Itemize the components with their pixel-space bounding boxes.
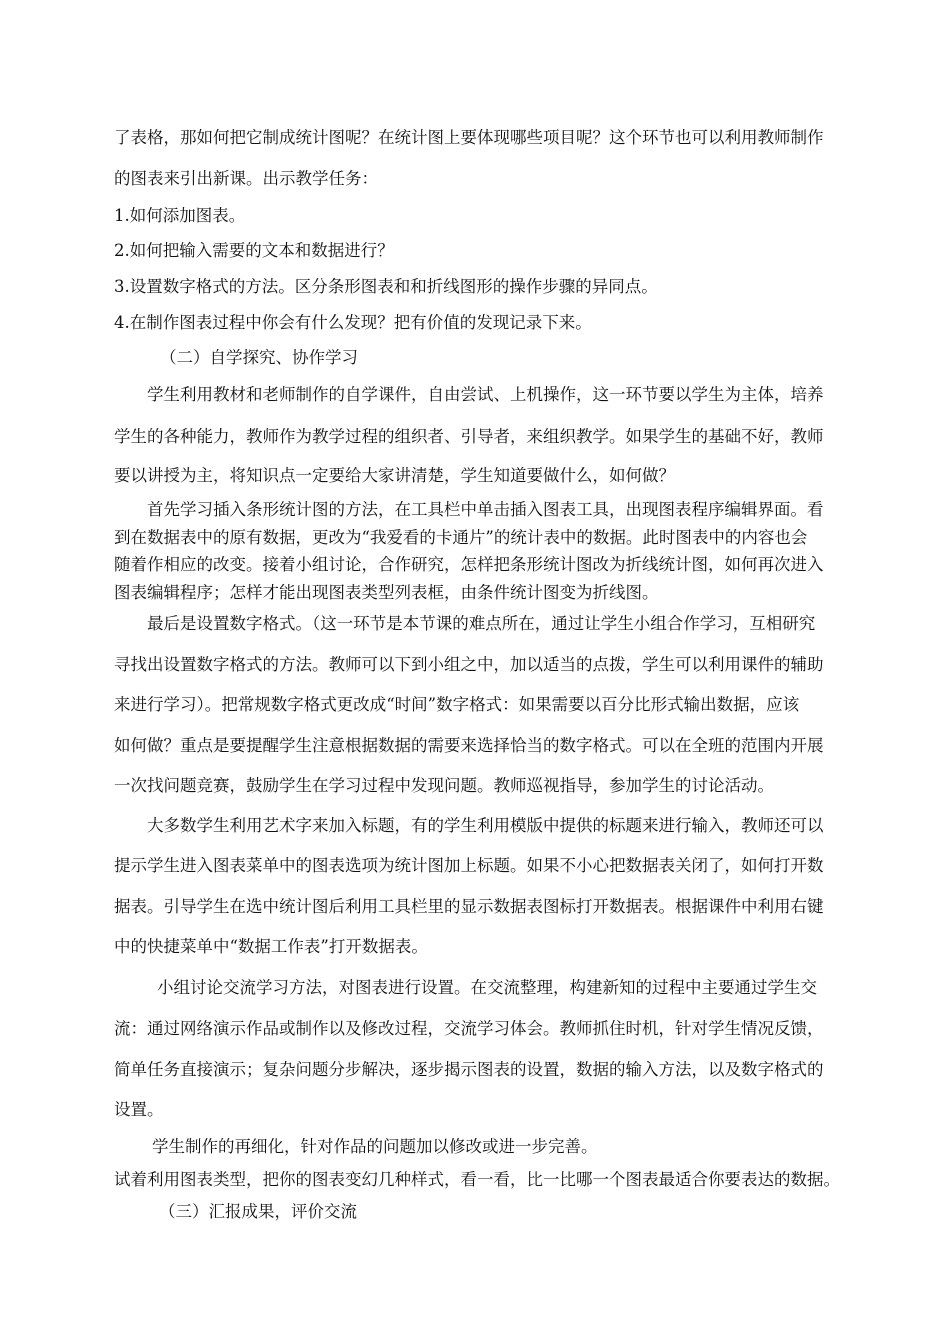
paragraph-line: 学生的各种能力，教师作为教学过程的组织者、引导者，来组织教学。如果学生的基础不好，教师 (114, 427, 824, 446)
paragraph-line: 简单任务直接演示；复杂问题分步解决，逐步揭示图表的设置，数据的输入方法，以及数字格式的 (114, 1060, 824, 1079)
paragraph-line: 大多数学生利用艺术字来加入标题，有的学生利用模版中提供的标题来进行输入，教师还可以 (147, 816, 824, 835)
paragraph-line: 图表编辑程序；怎样才能出现图表类型列表框，由条件统计图变为折线图。 (114, 583, 659, 602)
paragraph-line: 的图表来引出新课。出示教学任务： (114, 169, 378, 188)
paragraph-line: 了表格，那如何把它制成统计图呢？在统计图上要体现哪些项目呢？这个环节也可以利用教师制作 (114, 128, 824, 147)
paragraph-line: 据表。引导学生在选中统计图后利用工具栏里的显示数据表图标打开数据表。根据课件中利用右键 (114, 897, 824, 916)
paragraph-line: 小组讨论交流学习方法，对图表进行设置。在交流整理，构建新知的过程中主要通过学生交 (157, 978, 817, 997)
list-item: 1.如何添加图表。 (114, 206, 246, 225)
paragraph-line: 来进行学习）。把常规数字格式更改成“时间”数字格式：如果需要以百分比形式输出数据，应该 (114, 695, 800, 714)
paragraph-line: 如何做？重点是要提醒学生注意根据数据的需要来选择恰当的数字格式。可以在全班的范围内开展 (114, 736, 824, 755)
list-item: 2.如何把输入需要的文本和数据进行？ (114, 241, 394, 260)
paragraph-line: 流：通过网络演示作品或制作以及修改过程，交流学习体会。教师抓住时机，针对学生情况反馈， (114, 1019, 824, 1038)
paragraph-line: 要以讲授为主，将知识点一定要给大家讲清楚，学生知道要做什么，如何做？ (114, 466, 675, 485)
list-item: 4.在制作图表过程中你会有什么发现？把有价值的发现记录下来。 (114, 313, 592, 332)
paragraph-line: 随着作相应的改变。接着小组讨论，合作研究，怎样把条形统计图改为折线统计图，如何再次进入 (114, 555, 824, 574)
paragraph-line: 设置。 (114, 1100, 164, 1119)
paragraph-line: 首先学习插入条形统计图的方法，在工具栏中单击插入图表工具，出现图表程序编辑界面。看 (147, 500, 824, 519)
list-item: 3.设置数字格式的方法。区分条形图表和和折线图形的操作步骤的异同点。 (114, 277, 658, 296)
paragraph-line: 提示学生进入图表菜单中的图表选项为统计图加上标题。如果不小心把数据表关闭了，如何打开数 (114, 856, 824, 875)
section-heading: （二）自学探究、协作学习 (160, 348, 358, 367)
paragraph-line: 学生制作的再细化，针对作品的问题加以修改或进一步完善。 (152, 1137, 598, 1156)
paragraph-line: 试着利用图表类型，把你的图表变幻几种样式，看一看，比一比哪一个图表最适合你要表达的数据。 (114, 1170, 840, 1189)
paragraph-line: 中的快捷菜单中“数据工作表”打开数据表。 (114, 937, 428, 956)
paragraph-line: 学生利用教材和老师制作的自学课件，自由尝试、上机操作，这一环节要以学生为主体，培养 (147, 385, 824, 404)
paragraph-line: 最后是设置数字格式。（这一环节是本节课的难点所在，通过让学生小组合作学习，互相研究 (147, 614, 816, 633)
paragraph-line: 到在数据表中的原有数据，更改为“我爱看的卡通片”的统计表中的数据。此时图表中的内容也会 (114, 528, 808, 547)
paragraph-line: 寻找出设置数字格式的方法。教师可以下到小组之中，加以适当的点拨，学生可以利用课件的辅助 (114, 655, 824, 674)
paragraph-line: 一次找问题竞赛，鼓励学生在学习过程中发现问题。教师巡视指导，参加学生的讨论活动。 (114, 776, 774, 795)
section-heading: （三）汇报成果，评价交流 (159, 1202, 357, 1221)
